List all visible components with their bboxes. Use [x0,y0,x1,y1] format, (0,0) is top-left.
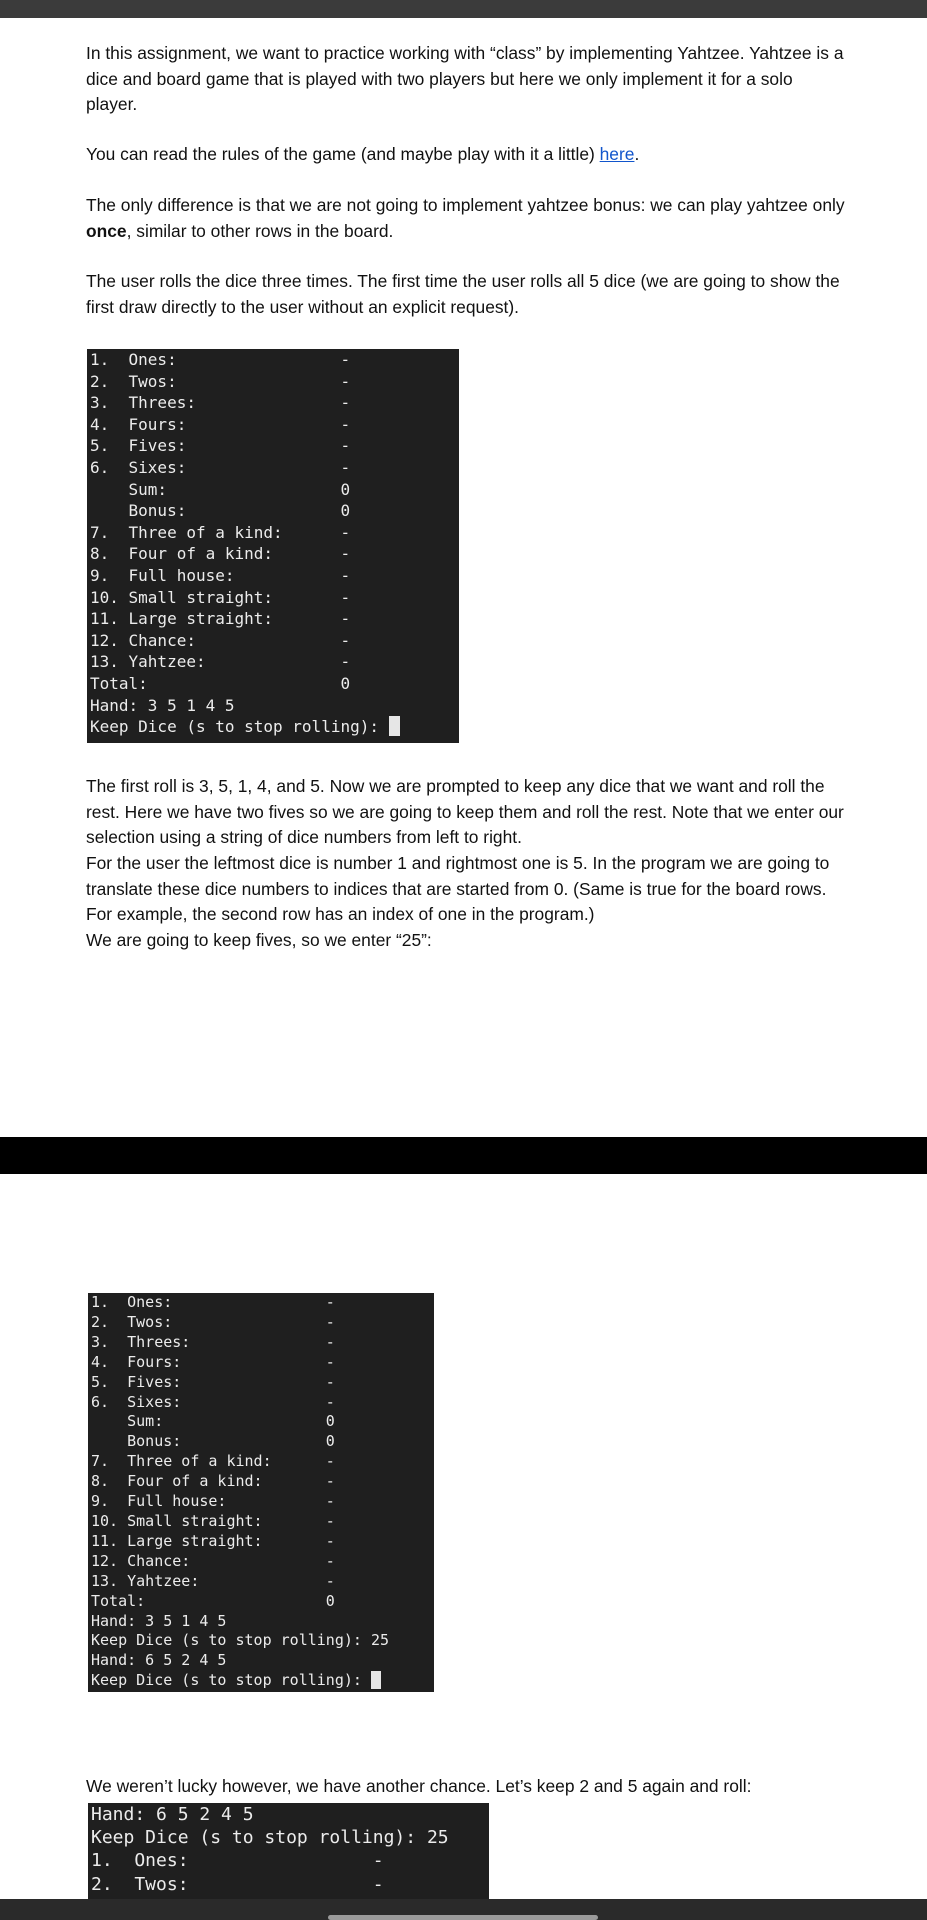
terminal-line: 2. Twos: - [90,371,351,391]
terminal-line: 13. Yahtzee: - [90,652,351,672]
terminal-line: 4. Fours: - [91,1352,335,1371]
terminal-cursor [371,1671,381,1689]
rules-text: You can read the rules of the game (and maybe play with it a little) [86,144,600,164]
page-separator [0,1137,927,1174]
terminal-line: 10. Small straight: - [91,1511,335,1530]
terminal-line: 1. Ones: - [91,1850,384,1872]
terminal-line: 12. Chance: - [90,630,351,650]
terminal-line: Hand: 3 5 1 4 5 [91,1611,227,1630]
terminal-line: 5. Fives: - [90,436,351,456]
difference-bold: once [86,220,127,241]
terminal-line: 7. Three of a kind: - [90,522,351,542]
terminal-prompt: Keep Dice (s to stop rolling): [90,717,389,737]
terminal-line: 7. Three of a kind: - [91,1452,335,1471]
terminal-line: Total: 0 [91,1591,335,1610]
terminal-line: 12. Chance: - [91,1551,335,1570]
indexing-paragraph: For the user the leftmost dice is number 1 and rightmost one is 5. In the program we are going to translate these dice numbers to indices that are started from 0. (Same is true for the board rows. For example, the second row has an index of one in the program.) [86,853,830,924]
terminal-line: 4. Fours: - [90,414,351,434]
home-indicator[interactable] [328,1915,598,1920]
rules-period: . [634,144,640,164]
terminal-line: Hand: 6 5 2 4 5 [91,1651,227,1670]
terminal-prompt: Keep Dice (s to stop rolling): [91,1671,371,1690]
terminal-line: 2. Twos: - [91,1312,335,1331]
first-roll-paragraph: The first roll is 3, 5, 1, 4, and 5. Now we are prompted to keep any dice that we want and roll the rest. Here we have two fives so we are going to keep them and roll the rest. Note that we enter our selection using a string of dice numbers from left to right. [86,776,844,847]
intro-paragraph: In this assignment, we want to practice working with “class” by implementing Yahtzee. Yahtzee is a dice and board game that is played with two players but here we only implement it for a solo player. [86,43,844,114]
terminal-line: Hand: 3 5 1 4 5 [90,695,235,715]
terminal-prompt-line [91,1671,434,1691]
terminal-line: 10. Small straight: - [90,587,351,607]
difference-text-end: , similar to other rows in the board. [126,220,394,241]
terminal-line: 5. Fives: - [91,1372,335,1391]
terminal-line: 13. Yahtzee: - [91,1571,335,1590]
terminal-line: 3. Threes: - [90,393,351,413]
difference-text: The only difference is that we are not going to implement yahtzee bonus: we can play yahtzee only [86,195,845,215]
terminal-cursor [389,716,400,736]
rules-paragraph [86,142,846,168]
terminal-output-2 [88,1293,434,1692]
terminal-line: Keep Dice (s to stop rolling): 25 [91,1631,390,1650]
terminal-line: 6. Sixes: - [90,457,351,477]
terminal-line: Hand: 6 5 2 4 5 [91,1804,254,1825]
terminal-line: Sum: 0 [91,1412,335,1431]
terminal-line: 8. Four of a kind: - [90,544,351,564]
terminal-line: 2. Twos: - [91,1873,384,1895]
rules-link[interactable]: here [599,144,635,164]
keep-fives-paragraph: We are going to keep fives, so we enter “25”: [86,930,432,950]
terminal-line: 1. Ones: - [90,350,351,369]
terminal-line: 8. Four of a kind: - [91,1472,335,1491]
terminal-line: 11. Large straight: - [90,609,351,629]
terminal-line: Keep Dice (s to stop rolling): 25 [91,1827,449,1849]
terminal-line: Total: 0 [90,673,351,693]
terminal-prompt-line [90,716,459,738]
terminal-line: 11. Large straight: - [91,1531,335,1550]
terminal-line: 9. Full house: - [90,565,351,585]
terminal-line: Bonus: 0 [90,501,351,521]
terminal-line: Sum: 0 [90,479,351,499]
second-chance-paragraph: We weren’t lucky however, we have another chance. Let’s keep 2 and 5 again and roll: [86,1776,752,1796]
difference-paragraph [86,193,846,244]
terminal-output-1 [87,349,459,743]
top-bar [0,0,927,18]
terminal-line: 1. Ones: - [91,1293,335,1311]
rolls-paragraph: The user rolls the dice three times. The first time the user rolls all 5 dice (we are going to show the first draw directly to the user without an explicit request). [86,271,840,317]
terminal-line: Bonus: 0 [91,1432,335,1451]
terminal-line: 3. Threes: - [91,1332,335,1351]
terminal-line: 6. Sixes: - [91,1392,335,1411]
terminal-line: 9. Full house: - [91,1492,335,1511]
